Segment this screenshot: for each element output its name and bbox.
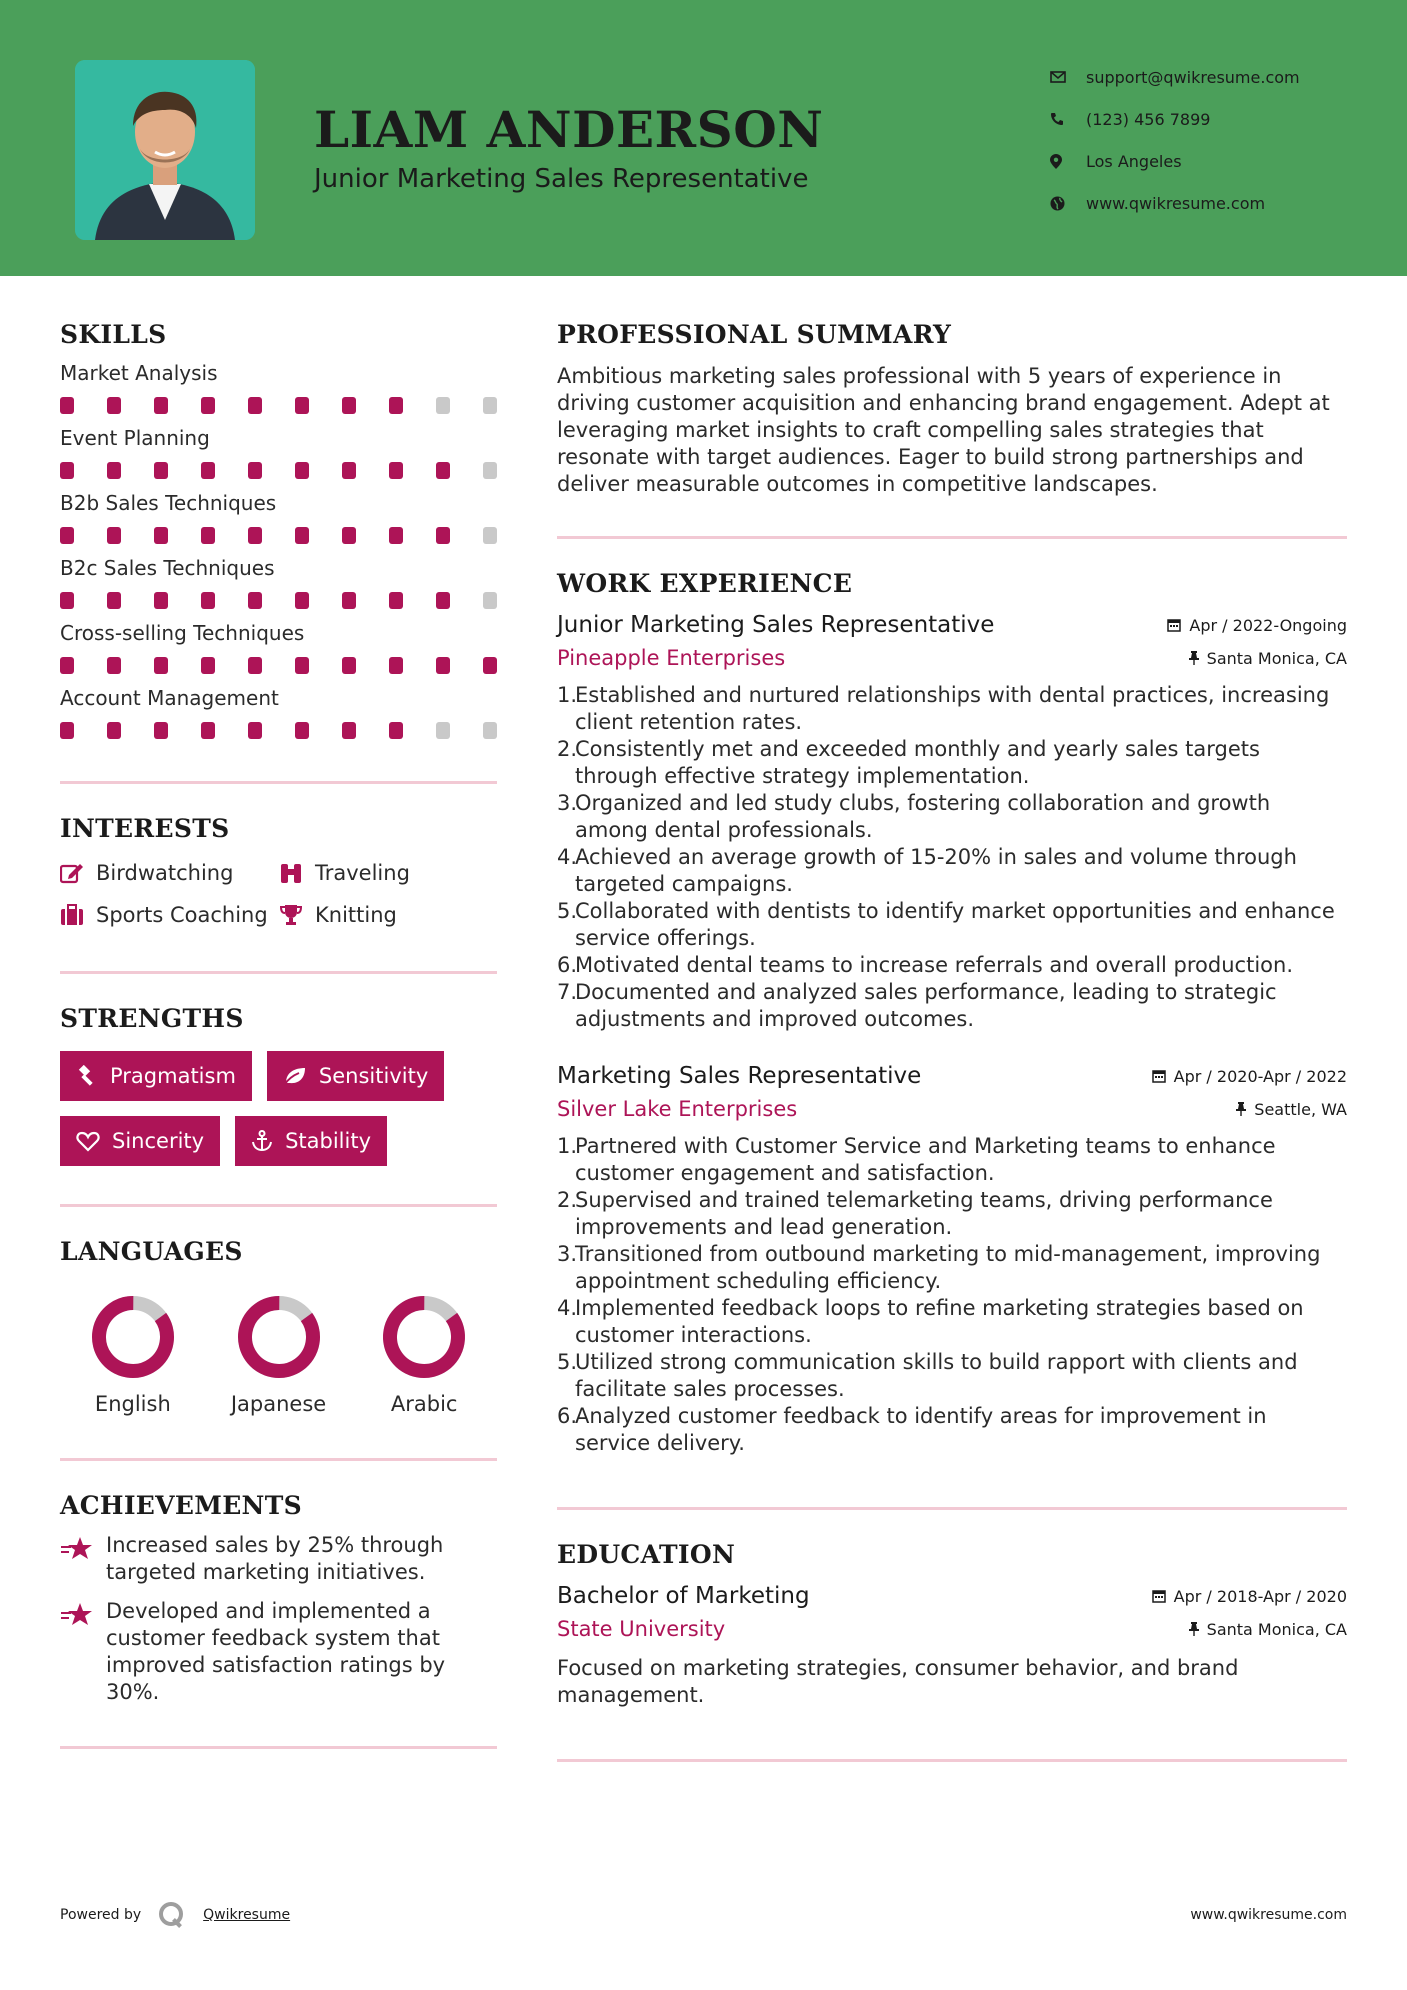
rating-dot-empty [436,722,450,739]
strength-tag [60,1051,252,1101]
language-name: English [94,1392,171,1416]
job-bullet [557,1187,1347,1241]
rating-dot-filled [201,462,215,479]
rating-dot-filled [436,462,450,479]
rating-dot-filled [248,397,262,414]
interests-section [60,814,497,927]
achievement-item [60,1532,497,1586]
rating-dot-filled [107,657,121,674]
job-location-text: Santa Monica, CA [1206,648,1347,668]
anchor-icon [251,1130,273,1152]
rating-dot-filled [248,462,262,479]
star-hand-icon [60,1532,106,1586]
skill-name: Account Management [60,686,279,710]
bullet-text: Transitioned from outbound marketing to mid-management, improving appointment scheduling efficiency. [575,1242,1321,1293]
skill-name: Cross-selling Techniques [60,621,305,645]
interest-label: Knitting [315,903,397,927]
rating-dot-filled [342,592,356,609]
interests-title: INTERESTS [60,814,230,843]
skills-list [60,361,497,739]
rating-dot-filled [389,592,403,609]
achievement-text: Increased sales by 25% through targeted marketing initiatives. [106,1533,444,1584]
rating-dot-filled [60,592,74,609]
bullet-text: Established and nurtured relationships with dental practices, increasing client retention rates. [575,683,1330,734]
education-description: Focused on marketing strategies, consumer behavior, and brand management. [557,1656,1239,1707]
job-bullet [557,1295,1347,1349]
candidate-name: LIAM ANDERSON [314,100,824,159]
rating-dot-filled [154,527,168,544]
bullet-number: 6. [557,1404,578,1428]
contact-location-text: Los Angeles [1086,151,1182,171]
interest-label: Sports Coaching [96,903,268,927]
job-bullet [557,736,1347,790]
rating-dot-filled [60,462,74,479]
binoculars-icon [279,862,315,884]
interest-item [60,903,279,927]
interest-label: Birdwatching [96,861,234,885]
strength-tag [267,1051,444,1101]
skill-rating [60,397,497,414]
rating-dot-filled [295,397,309,414]
left-column [60,320,497,1749]
bullet-number: 7. [557,980,578,1004]
gavel-icon [76,1065,98,1087]
job-location [1236,1100,1347,1119]
star-hand-icon [60,1598,106,1706]
job-bullets [557,1133,1347,1457]
rating-dot-filled [60,657,74,674]
languages-section [60,1237,497,1416]
rating-dot-filled [436,592,450,609]
calendar-icon [1167,618,1181,632]
section-divider [60,781,497,784]
skills-title: SKILLS [60,320,167,349]
interest-item [279,903,489,927]
achievements-title: ACHIEVEMENTS [60,1491,302,1520]
job-date-text: Apr / 2022-Ongoing [1189,615,1347,635]
rating-dot-filled [295,527,309,544]
achievement-text: Developed and implemented a customer feedback system that improved satisfaction ratings by 30%. [106,1599,446,1704]
rating-dot-filled [248,592,262,609]
page-footer [60,1895,1347,1935]
rating-dot-filled [248,527,262,544]
job-date [1167,616,1347,635]
rating-dot-filled [342,527,356,544]
contact-email[interactable] [1050,56,1370,98]
rating-dot-filled [107,527,121,544]
envelope-icon [1050,70,1086,84]
contact-phone-text: (123) 456 7899 [1086,109,1211,129]
achievements-section [60,1491,497,1706]
rating-dot-filled [60,527,74,544]
rating-dot-filled [389,657,403,674]
right-column [557,320,1347,1762]
rating-dot-filled [295,657,309,674]
rating-dot-empty [483,527,497,544]
calendar-icon [1152,1069,1166,1083]
qwikresume-logo-icon [157,1900,187,1930]
education-entry [557,1583,1347,1709]
rating-dot-filled [107,462,121,479]
skill-rating [60,657,497,674]
globe-icon [1050,196,1086,211]
bullet-text: Organized and led study clubs, fostering collaboration and growth among dental professionals. [575,791,1271,842]
calendar-icon [1152,1589,1166,1603]
skill-rating [60,527,497,544]
rating-dot-filled [201,592,215,609]
company-name: Pineapple Enterprises [557,646,786,670]
bullet-number: 3. [557,791,578,815]
contact-phone[interactable] [1050,98,1370,140]
section-divider [557,536,1347,539]
rating-dot-filled [389,722,403,739]
job-bullet [557,1133,1347,1187]
education-location [1189,1620,1347,1639]
skill-rating [60,462,497,479]
summary-text: Ambitious marketing sales professional with 5 years of experience in driving customer acquisition and enhancing brand engagement. Adept at leveraging market insights to craft compelling sales strategies that resonate with target audiences. Eager to build strong partnerships and deliver measurable outcomes in competitive landscapes. [557,364,1330,496]
job-bullet [557,1349,1347,1403]
summary-title: PROFESSIONAL SUMMARY [557,320,952,349]
bullet-text: Achieved an average growth of 15-20% in sales and volume through targeted campaigns. [575,845,1297,896]
pin-icon [1189,1622,1199,1636]
interests-list [60,861,497,927]
contact-location [1050,140,1370,182]
rating-dot-filled [154,397,168,414]
bullet-text: Motivated dental teams to increase referrals and overall production. [575,953,1293,977]
language-name: Japanese [230,1392,327,1416]
skill-name: B2c Sales Techniques [60,556,275,580]
language-name: Arabic [390,1392,458,1416]
languages-title: LANGUAGES [60,1237,243,1266]
bullet-number: 5. [557,899,578,923]
rating-dot-empty [483,722,497,739]
donut-fill [381,1294,467,1380]
degree-name: Bachelor of Marketing [557,1583,810,1609]
skill-name: Event Planning [60,426,210,450]
brand-link[interactable]: Qwikresume [203,1907,291,1923]
language-donut [381,1294,467,1380]
rating-dot-filled [154,722,168,739]
bullet-text: Utilized strong communication skills to build rapport with clients and facilitate sales processes. [575,1350,1298,1401]
resume-header [0,0,1407,276]
education-date [1152,1587,1347,1606]
rating-dot-empty [483,462,497,479]
rating-dot-filled [295,592,309,609]
rating-dot-empty [483,592,497,609]
skill-rating [60,592,497,609]
rating-dot-filled [389,527,403,544]
rating-dot-filled [154,657,168,674]
school-name: State University [557,1617,726,1641]
contact-email-text: support@qwikresume.com [1086,67,1300,87]
rating-dot-filled [107,397,121,414]
skill-name: B2b Sales Techniques [60,491,277,515]
section-divider [60,971,497,974]
strength-tag [60,1116,220,1166]
contact-website-text: www.qwikresume.com [1086,193,1266,213]
rating-dot-filled [295,462,309,479]
rating-dot-filled [389,397,403,414]
strength-label: Sincerity [112,1129,205,1153]
bullet-number: 4. [557,1296,578,1320]
job-entry [557,612,1347,1033]
trophy-icon [279,904,315,926]
summary-section [557,320,1347,498]
profile-photo [75,60,255,240]
powered-by [60,1900,290,1930]
rating-dot-filled [248,657,262,674]
experience-section [557,569,1347,1457]
section-divider [60,1458,497,1461]
achievement-item [60,1598,497,1706]
strength-label: Stability [285,1129,372,1153]
bullet-number: 4. [557,845,578,869]
company-name: Silver Lake Enterprises [557,1097,798,1121]
experience-title: WORK EXPERIENCE [557,569,853,598]
rating-dot-filled [107,592,121,609]
rating-dot-filled [154,592,168,609]
interest-item [60,861,279,885]
bullet-text: Consistently met and exceeded monthly and yearly sales targets through effective strategy implementation. [575,737,1260,788]
rating-dot-filled [342,722,356,739]
education-date-text: Apr / 2018-Apr / 2020 [1173,1586,1347,1606]
bullet-number: 3. [557,1242,578,1266]
rating-dot-filled [483,657,497,674]
skill-rating [60,722,497,739]
job-bullet [557,844,1347,898]
donut-fill [236,1294,322,1380]
strength-label: Pragmatism [110,1064,236,1088]
bullet-number: 5. [557,1350,578,1374]
job-entry [557,1063,1347,1457]
language-item [351,1294,497,1416]
rating-dot-filled [342,397,356,414]
job-bullets [557,682,1347,1033]
bullet-text: Partnered with Customer Service and Marketing teams to enhance customer engagement and satisfaction. [575,1134,1276,1185]
donut-fill [90,1294,176,1380]
job-bullet [557,790,1347,844]
heart-icon [76,1131,100,1152]
rating-dot-filled [248,722,262,739]
language-donut [90,1294,176,1380]
footer-website[interactable]: www.qwikresume.com [1190,1907,1347,1923]
rating-dot-filled [201,722,215,739]
section-divider [60,1204,497,1207]
rating-dot-filled [201,657,215,674]
job-bullet [557,682,1347,736]
interest-label: Traveling [315,861,410,885]
language-donut [236,1294,322,1380]
bullet-text: Collaborated with dentists to identify market opportunities and enhance service offerings. [575,899,1335,950]
briefcase-icon [60,904,96,926]
rating-dot-filled [60,722,74,739]
section-divider [60,1746,497,1749]
rating-dot-filled [201,397,215,414]
language-item [206,1294,352,1416]
map-marker-icon [1050,154,1086,169]
strength-tag [235,1116,387,1166]
powered-by-label: Powered by [60,1907,142,1923]
strength-label: Sensitivity [318,1064,429,1088]
section-divider [557,1507,1347,1510]
rating-dot-filled [389,462,403,479]
job-location [1189,649,1347,668]
pin-icon [1189,651,1199,665]
strengths-section [60,1004,497,1166]
strengths-list [60,1051,497,1166]
bullet-text: Supervised and trained telemarketing teams, driving performance improvements and lead generation. [575,1188,1273,1239]
phone-icon [1050,112,1086,126]
contact-list [1050,56,1370,224]
rating-dot-filled [295,722,309,739]
job-title: Junior Marketing Sales Representative [557,612,995,638]
job-location-text: Seattle, WA [1254,1099,1347,1119]
bullet-text: Analyzed customer feedback to identify areas for improvement in service delivery. [575,1404,1267,1455]
rating-dot-filled [436,527,450,544]
rating-dot-filled [107,722,121,739]
rating-dot-filled [60,397,74,414]
job-date-text: Apr / 2020-Apr / 2022 [1173,1066,1347,1086]
rating-dot-filled [201,527,215,544]
bullet-number: 2. [557,1188,578,1212]
job-date [1152,1067,1347,1086]
rating-dot-empty [436,397,450,414]
bullet-number: 1. [557,683,578,707]
language-item [60,1294,206,1416]
bullet-number: 2. [557,737,578,761]
job-bullet [557,1241,1347,1295]
bullet-number: 1. [557,1134,578,1158]
pin-icon [1236,1102,1246,1116]
languages-list [60,1294,497,1416]
leaf-icon [283,1066,307,1086]
job-bullet [557,979,1347,1033]
rating-dot-filled [436,657,450,674]
rating-dot-filled [342,462,356,479]
education-title: EDUCATION [557,1540,736,1569]
job-bullet [557,1403,1347,1457]
education-location-text: Santa Monica, CA [1206,1619,1347,1639]
pencil-square-icon [60,862,96,884]
skills-section [60,320,497,739]
education-section [557,1540,1347,1709]
job-title: Marketing Sales Representative [557,1063,922,1089]
rating-dot-empty [483,397,497,414]
interest-item [279,861,489,885]
skill-name: Market Analysis [60,361,218,385]
contact-website[interactable] [1050,182,1370,224]
bullet-text: Implemented feedback loops to refine marketing strategies based on customer interactions. [575,1296,1304,1347]
strengths-title: STRENGTHS [60,1004,244,1033]
bullet-number: 6. [557,953,578,977]
rating-dot-filled [342,657,356,674]
section-divider [557,1759,1347,1762]
candidate-title: Junior Marketing Sales Representative [314,164,809,194]
job-bullet [557,898,1347,952]
rating-dot-filled [154,462,168,479]
job-bullet [557,952,1347,979]
bullet-text: Documented and analyzed sales performance, leading to strategic adjustments and improved outcomes. [575,980,1277,1031]
